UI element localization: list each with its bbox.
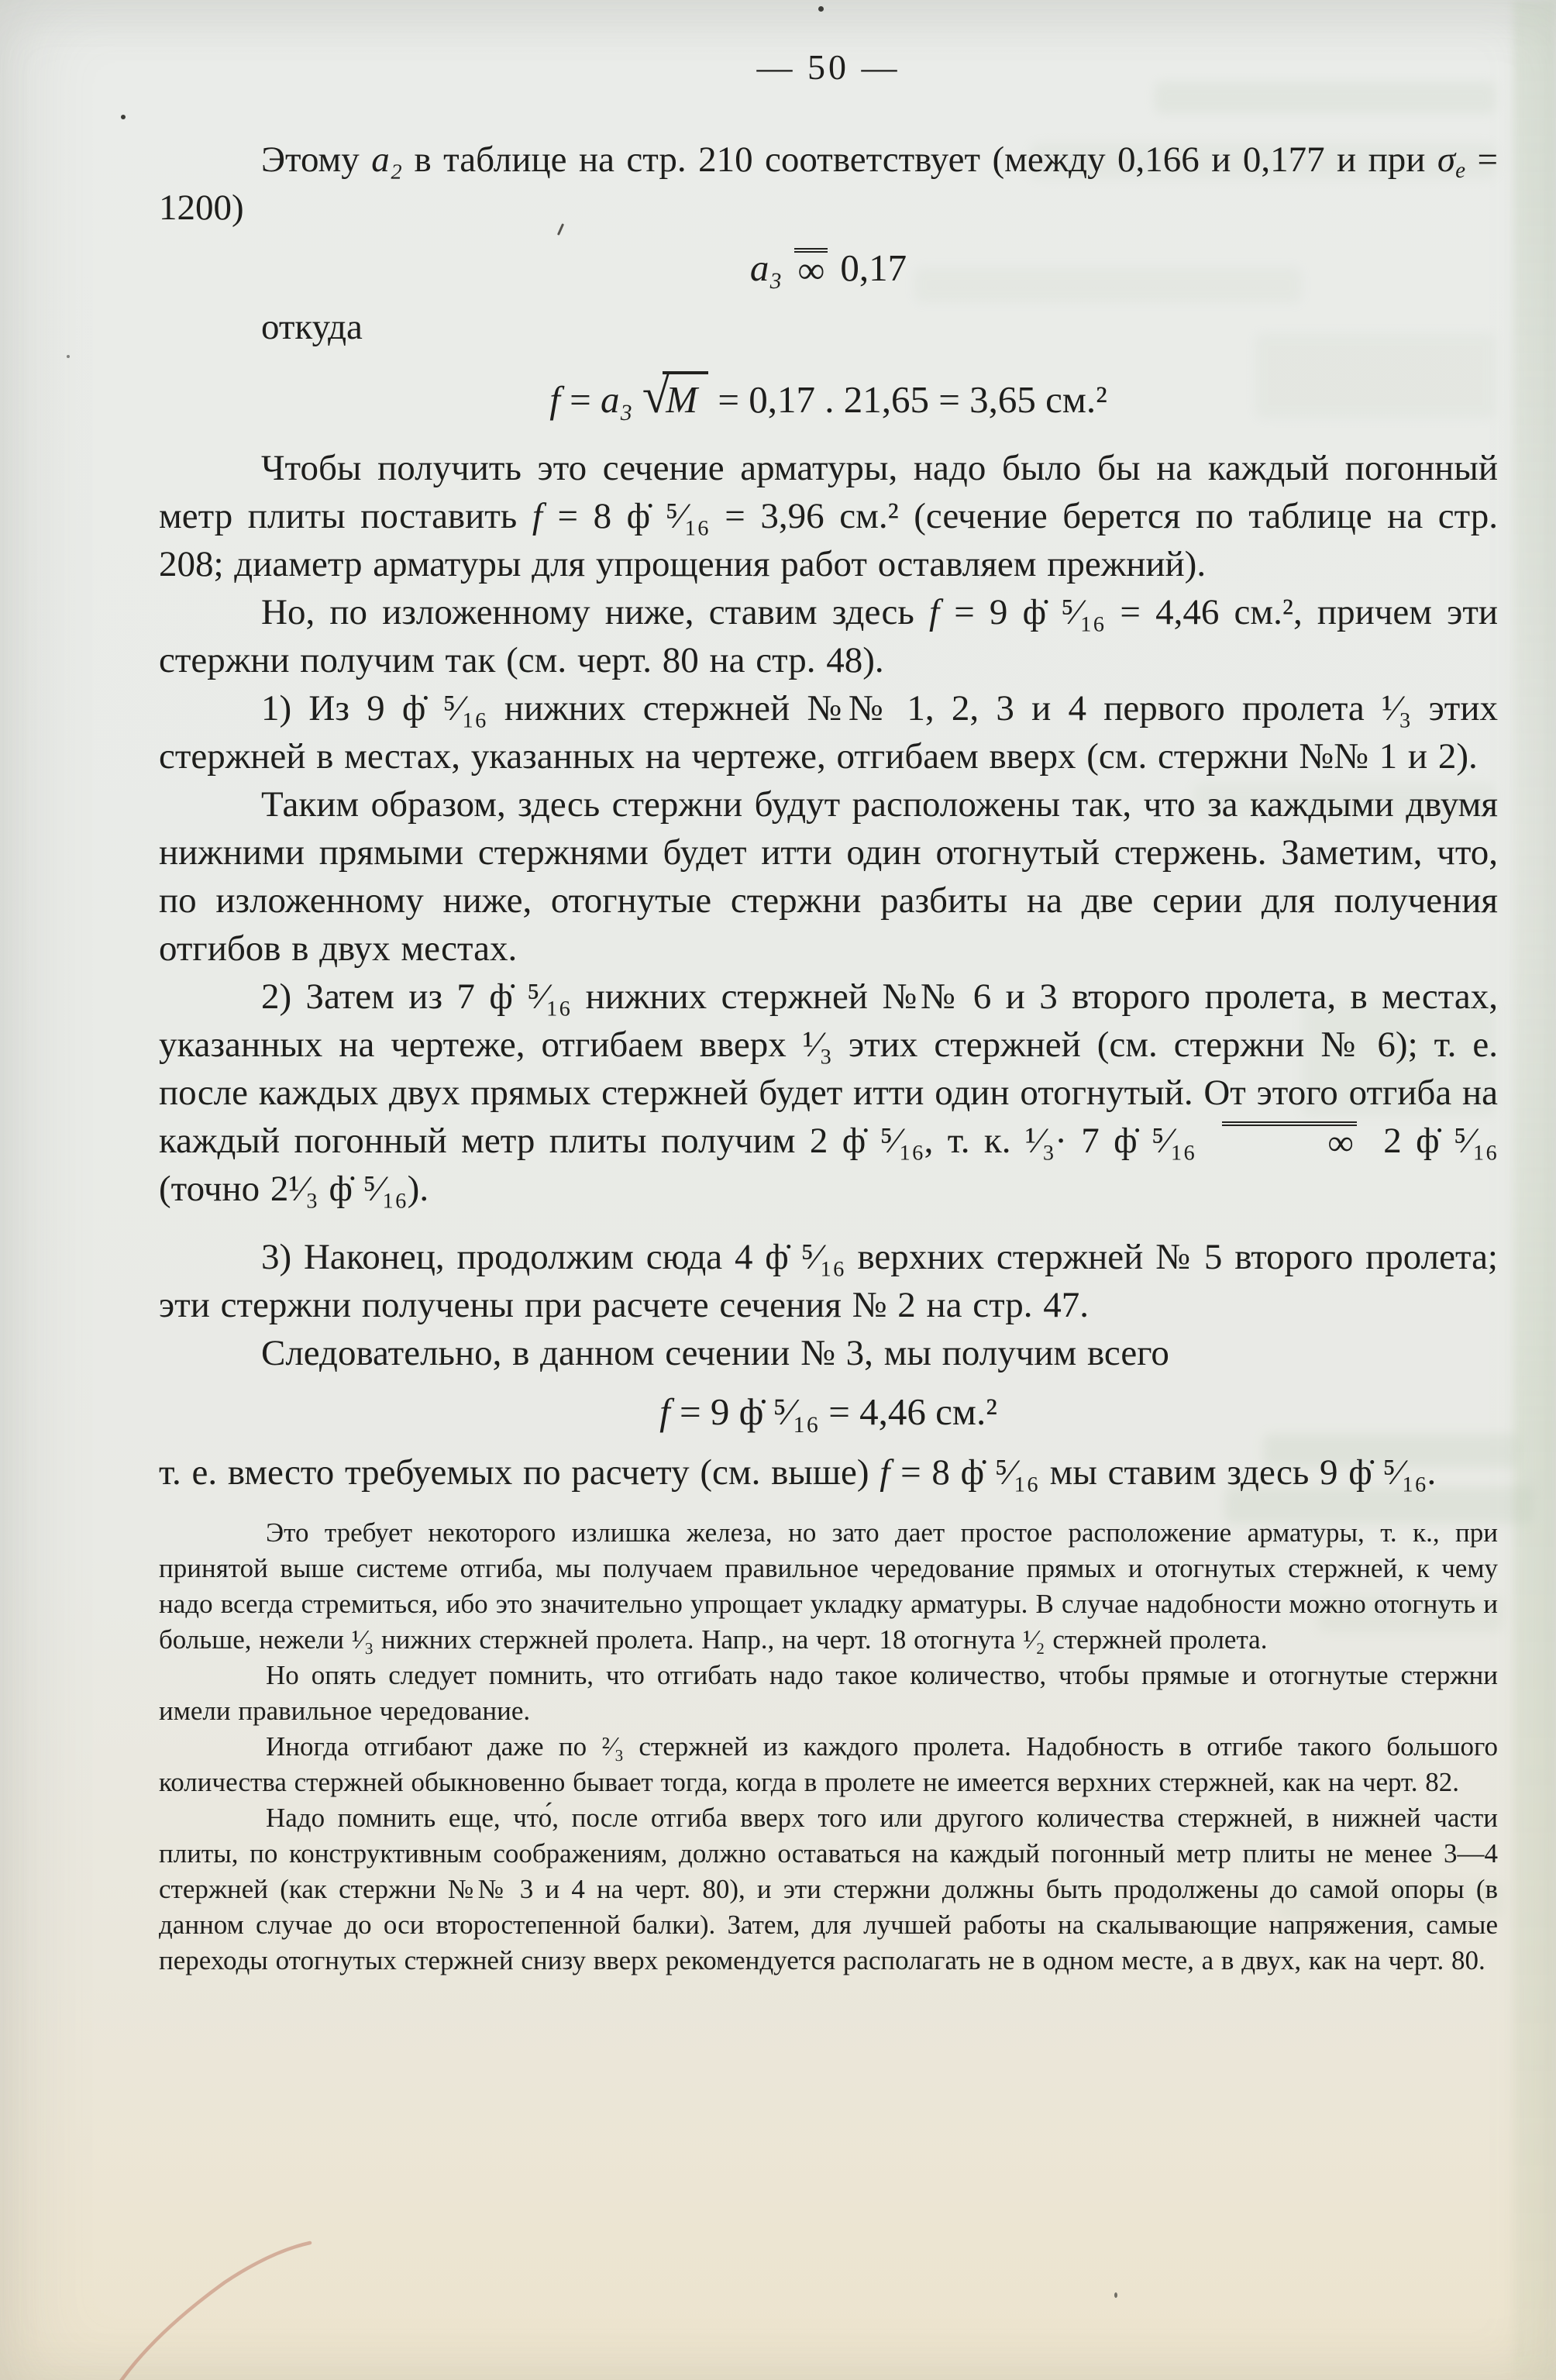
page-edge-shading xyxy=(1513,0,1556,2380)
paragraph-4 xyxy=(159,780,1498,973)
paragraph-2 xyxy=(159,444,1498,588)
ink-speck xyxy=(121,115,126,119)
text-run: т. е. вместо требуемых по расчету (см. выше) xyxy=(159,1452,880,1493)
equation-value: 0,17 xyxy=(840,246,907,289)
ink-speck xyxy=(1114,2292,1117,2298)
approx-equal-sign: ∞ xyxy=(794,248,828,289)
var-f: f xyxy=(532,496,542,536)
text-run: Чтобы получить это сечение арматуры, надо было бы на каждый погонный метр плиты поставить xyxy=(159,448,1498,536)
ink-speck xyxy=(818,6,824,12)
paragraph-small-2 xyxy=(159,1658,1498,1729)
equation-value: = 0,17 . 21,65 = 3,65 см.² xyxy=(708,378,1107,421)
text-run: 2) Затем из 7 ф̇ ⁵⁄₁₆ нижних стержней №№ 6 и 3 второго пролета, в местах, указанных на чертеже, отгибаем вверх ¹⁄₃ этих стержней (см. стержни № 6); т. е. после каждых двух прямых стержней будет итти один отогнутый. От этого отгиба на каждый погонный метр плиты получим 2 ф̇ ⁵⁄₁₆, т. к. ¹⁄₃· 7 ф̇ ⁵⁄₁₆ xyxy=(159,976,1498,1161)
text-run: Но опять следует помнить, что отгибать надо такое количество, чтобы прямые и отогнутые стержни имели правильное чередование. xyxy=(159,1660,1498,1726)
paragraph-3 xyxy=(159,588,1498,684)
text-run: = 8 ф̇ ⁵⁄₁₆ = 3,96 см.² (сечение берется по таблице на стр. 208; диаметр арматуры для упрощения работ оставляем прежний). xyxy=(159,496,1498,584)
text-run: Это требует некоторого излишка железа, но зато дает простое расположение арматуры, т. к., при принятой выше системе отгиба, мы получаем правильное чередование прямых и отогнутых стержней, к чему надо всегда стремиться, ибо это значительно упрощает укладку арматуры. В случае надобности можно отогнуть и больше, нежели ¹⁄₃ нижних стержней пролета. Напр., на черт. 18 отогнута ¹⁄₂ стержней пролета. xyxy=(159,1517,1498,1655)
paragraph-small-1 xyxy=(159,1515,1498,1658)
paragraph-intro xyxy=(159,136,1498,232)
paragraph-item-2 xyxy=(159,973,1498,1213)
text-run: Следовательно, в данном сечении № 3, мы получим всего xyxy=(261,1333,1169,1373)
var-f: f xyxy=(928,592,940,632)
equals-sign: = xyxy=(559,378,601,421)
var-f: f xyxy=(549,378,560,421)
equation-value: = 9 ф̇ ⁵⁄₁₆ = 4,46 см.² xyxy=(670,1390,997,1433)
text-run: = 1200) xyxy=(159,139,1498,228)
equation-f-total xyxy=(159,1388,1498,1436)
radicand-m: M xyxy=(663,371,708,424)
text-run: 2 ф̇ ⁵⁄₁₆ (точно 2¹⁄₃ ф̇ ⁵⁄₁₆). xyxy=(159,1121,1498,1209)
text-run: Надо помнить еще, что́, после отгиба вверх того или другого количества стержней, в нижней части плиты, по конструктивным соображениям, должно оставаться на каждый погонный метр плиты не менее 3—4 стержней (как стержни №№ 3 и 4 на черт. 80), и эти стержни должны быть продолжены до самой опоры (в данном случае до оси второстепенной балки). Затем, для лучшей работы на скалывающие напряжения, самые переходы отогнутых стержней снизу вверх рекомендуется располагать не в одном месте, а в двух, как на черт. 80. xyxy=(159,1803,1498,1975)
paragraph-small-4 xyxy=(159,1800,1498,1979)
radical-sign: √ xyxy=(642,367,670,423)
var-a3: a₃ xyxy=(749,246,783,289)
paragraph-otkuda xyxy=(159,303,1498,351)
pencil-mark xyxy=(108,2224,341,2380)
text-run: 1) Из 9 ф̇ ⁵⁄₁₆ нижних стержней №№ 1, 2, 3 и 4 первого пролета ¹⁄₃ этих стержней в местах, указанных на чертеже, отгибаем вверх (см. стержни №№ 1 и 2). xyxy=(159,688,1498,777)
small-print-section xyxy=(159,1515,1498,1979)
paragraph-6 xyxy=(159,1448,1498,1497)
approx-equal-sign: ∞ xyxy=(1222,1121,1357,1161)
text-run: = 8 ф̇ ⁵⁄₁₆ мы ставим здесь 9 ф̇ ⁵⁄₁₆. xyxy=(890,1452,1437,1493)
paragraph-small-3 xyxy=(159,1729,1498,1800)
equation-a3-approx xyxy=(159,244,1498,292)
text-run: 3) Наконец, продолжим сюда 4 ф̇ ⁵⁄₁₆ верхних стержней № 5 второго пролета; эти стержни получены при расчете сечения № 2 на стр. 47. xyxy=(159,1237,1498,1325)
text-run: = 9 ф̇ ⁵⁄₁₆ = 4,46 см.², причем эти стержни получим так (см. черт. 80 на стр. 48). xyxy=(159,592,1499,680)
var-sigma: σ xyxy=(1437,139,1456,180)
paragraph-5 xyxy=(159,1329,1498,1377)
var-a3: a₃ xyxy=(600,378,642,421)
var-f: f xyxy=(880,1452,890,1493)
equation-f-sqrt-m xyxy=(159,367,1498,424)
text-run: откуда xyxy=(261,307,363,347)
page-number: — 50 — xyxy=(756,47,900,87)
text-run: Таким образом, здесь стержни будут расположены так, что за каждыми двумя нижними прямыми стержнями будет итти один отогнутый стержень. Заметим, что, по изложенному ниже, отогнутые стержни разбиты на две серии для получения отгибов в двух местах. xyxy=(159,784,1498,969)
var-f: f xyxy=(659,1390,670,1433)
text-run: Этому xyxy=(261,139,372,180)
var-a2: a₂ xyxy=(371,139,403,180)
text-run: Иногда отгибают даже по ²⁄₃ стержней из каждого пролета. Надобность в отгибе такого большого количества стержней обыкновенно бывает тогда, когда в пролете не имеется верхних стержней, как на черт. 82. xyxy=(159,1731,1498,1797)
paragraph-item-3 xyxy=(159,1233,1498,1329)
paragraph-item-1 xyxy=(159,684,1498,780)
text-run: Но, по изложенному ниже, ставим здесь xyxy=(261,592,929,632)
ink-speck xyxy=(67,355,70,358)
var-sigma-subscript: e xyxy=(1455,158,1466,184)
page-content xyxy=(159,46,1498,1979)
text-run: в таблице на стр. 210 соответствует (между 0,166 и 0,177 и при xyxy=(402,139,1437,180)
